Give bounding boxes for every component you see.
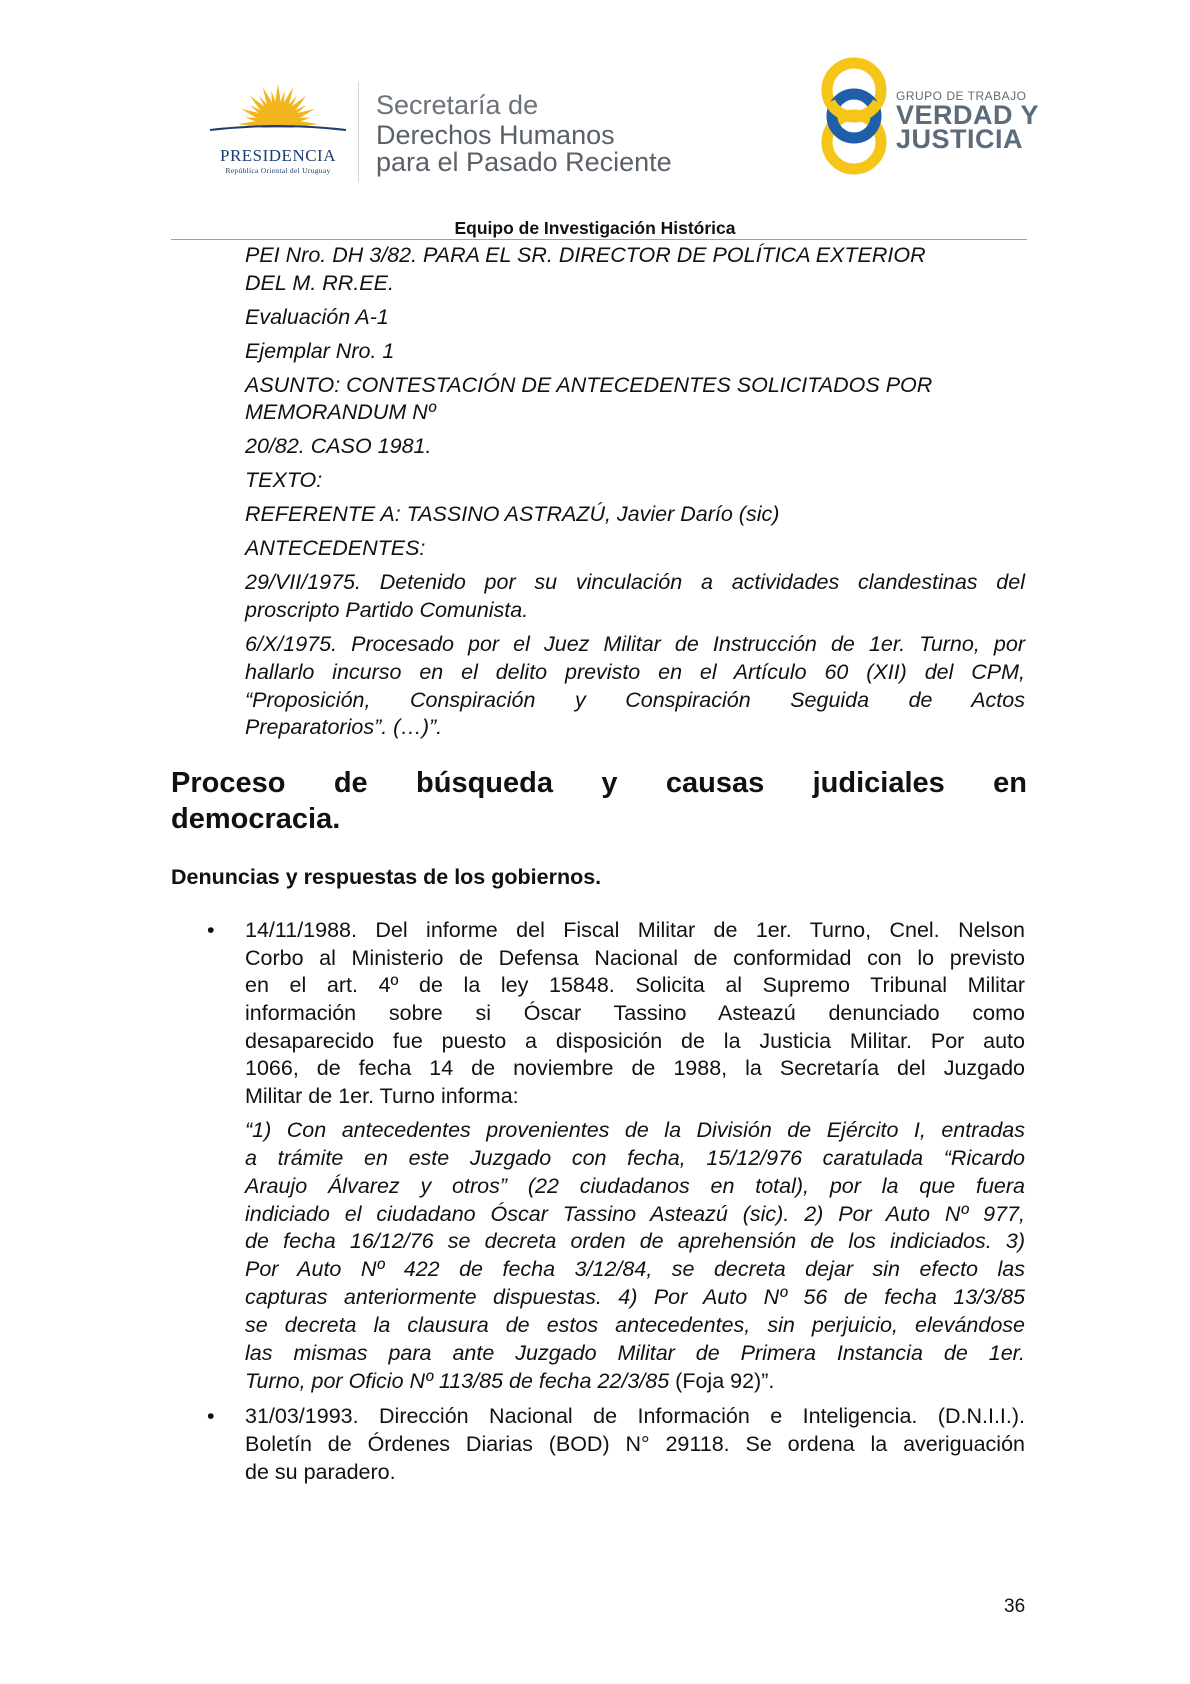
bullet-1-line-5: desaparecido fue puesto a disposición de la Justicia Militar. Por auto [245,1029,1025,1053]
caso-line: 20/82. CASO 1981. [245,434,432,458]
quote-line-1: “1) Con antecedentes provenientes de la División de Ejército I, entradas [245,1118,1025,1142]
verdad-justicia-logo [818,52,908,182]
quote-line-5: de fecha 16/12/76 se decreta orden de aprehensión de los indiciados. 3) [245,1229,1025,1253]
texto-line: TEXTO: [245,468,323,492]
bullet-2-line-2: Boletín de Órdenes Diarias (BOD) N° 29118. Se ordena la averiguación [245,1432,1025,1456]
grupo-trabajo-label: GRUPO DE TRABAJO [896,89,1027,103]
bullet-marker: • [207,1404,215,1428]
bullet-1-line-6: 1066, de fecha 14 de noviembre de 1988, la Secretaría del Juzgado [245,1056,1025,1080]
asunto-line-2: MEMORANDUM Nº [245,400,436,424]
bullet-2-line-3: de su paradero. [245,1460,396,1484]
antecedente-2-line-2: hallarlo incurso en el delito previsto en el Artículo 60 (XII) del CPM, [245,660,1025,684]
quote-line-8: se decreta la clausura de estos antecedentes, sin perjuicio, elevándose [245,1313,1025,1337]
section-subtitle: Denuncias y respuestas de los gobiernos. [171,865,602,889]
logo-divider [358,82,359,182]
quote-line-7: capturas anteriormente dispuestas. 4) Por Auto Nº 56 de fecha 13/3/85 [245,1285,1025,1309]
bullet-1-line-2: Corbo al Ministerio de Defensa Nacional de conformidad con lo previsto [245,946,1025,970]
quote-last-italic: Turno, por Oficio Nº 113/85 de fecha 22/3/85 [245,1369,670,1393]
section-title-line-1: Proceso de búsqueda y causas judiciales en [171,767,1027,799]
pei-line-2: DEL M. RR.EE. [245,271,394,295]
quote-line-3: Araujo Álvarez y otros” (22 ciudadanos en total), por la que fuera [245,1174,1025,1198]
bullet-1-line-4: información sobre si Óscar Tassino Asteazú denunciado como [245,1001,1025,1025]
page-header [0,0,1190,240]
antecedente-1-line-1: 29/VII/1975. Detenido por su vinculación a actividades clandestinas del [245,570,1025,594]
antecedente-1-line-2: proscripto Partido Comunista. [245,598,529,622]
justicia-label: JUSTICIA [896,124,1024,154]
presidencia-sublabel: República Oriental del Uruguay [225,166,331,175]
secretaria-line-1: Secretaría de [376,90,539,120]
header-divider [171,239,1027,240]
verdad-label: VERDAD Y [896,100,1040,130]
presidencia-label: PRESIDENCIA [219,146,336,165]
antecedente-2-line-3: “Proposición, Conspiración y Conspiración Seguida de Actos [245,688,1025,712]
referente-line: REFERENTE A: TASSINO ASTRAZÚ, Javier Darío (sic) [245,502,780,526]
section-title-line-2: democracia. [171,803,341,835]
antecedente-2-line-1: 6/X/1975. Procesado por el Juez Militar de Instrucción de 1er. Turno, por [245,632,1025,656]
bullet-1-line-3: en el art. 4º de la ley 15848. Solicita al Supremo Tribunal Militar [245,973,1025,997]
quote-line-9: las mismas para ante Juzgado Militar de Primera Instancia de 1er. [245,1341,1025,1365]
quote-line-6: Por Auto Nº 422 de fecha 3/12/84, se decreta dejar sin efecto las [245,1257,1025,1281]
bullet-2-line-1: 31/03/1993. Dirección Nacional de Información e Inteligencia. (D.N.I.I.). [245,1404,1025,1428]
asunto-line-1: ASUNTO: CONTESTACIÓN DE ANTECEDENTES SOLICITADOS POR [245,373,933,397]
quote-line-10 [245,1367,1025,1395]
quote-line-2: a trámite en este Juzgado con fecha, 15/12/976 caratulada “Ricardo [245,1146,1025,1170]
equipo-title: Equipo de Investigación Histórica [454,218,736,238]
secretaria-line-3: para el Pasado Reciente [376,147,672,177]
bullet-marker: • [207,918,215,942]
ejemplar-line: Ejemplar Nro. 1 [245,339,395,363]
antecedentes-label: ANTECEDENTES: [245,536,426,560]
antecedente-2-line-4: Preparatorios”. (…)”. [245,715,443,739]
bullet-1-line-1: 14/11/1988. Del informe del Fiscal Militar de 1er. Turno, Cnel. Nelson [245,918,1025,942]
quote-line-4: indiciado el ciudadano Óscar Tassino Asteazú (sic). 2) Por Auto Nº 977, [245,1202,1025,1226]
quote-last-plain: (Foja 92)”. [669,1369,775,1393]
page-number: 36 [1004,1596,1026,1617]
bullet-1-line-7: Militar de 1er. Turno informa: [245,1084,519,1108]
pei-line-1: PEI Nro. DH 3/82. PARA EL SR. DIRECTOR DE POLÍTICA EXTERIOR [245,243,926,267]
secretaria-line-2: Derechos Humanos [376,120,615,150]
evaluacion-line: Evaluación A-1 [245,305,389,329]
